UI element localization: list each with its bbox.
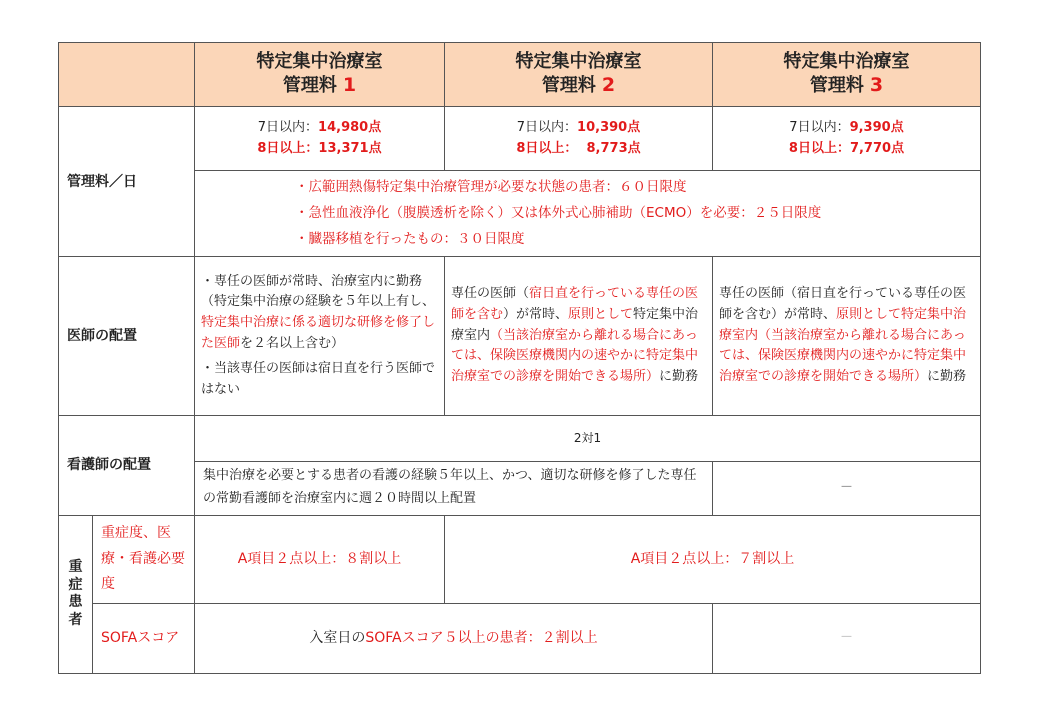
header-col-1-num: 1 bbox=[342, 73, 357, 96]
header-col-2-sub: 管理料 bbox=[541, 74, 596, 96]
doctor-col-2-p1: 専任の医師（ bbox=[451, 285, 530, 301]
header-col-2-title: 特定集中治療室 bbox=[515, 51, 642, 73]
header-empty-cell bbox=[59, 43, 195, 107]
doctor-label: 医師の配置 bbox=[59, 257, 195, 415]
fee-limit-item: ・広範囲熱傷特定集中治療管理が必要な状態の患者：６０日限度 bbox=[295, 179, 687, 196]
severity-col-23: A項目２点以上：７割以上 bbox=[445, 515, 981, 603]
doctor-col-3-p1: 専任の医師（宿日直を行っている専任の医師を含む）が常時、 bbox=[719, 285, 967, 322]
fee-col-3-line1-value: 9,390点 bbox=[849, 119, 904, 135]
fee-limit-item: ・臓器移植を行ったもの：３０日限度 bbox=[295, 230, 525, 247]
fee-col-1-line1-label: 7日以内： bbox=[257, 119, 319, 135]
doctor-col-3-p2: に勤務 bbox=[927, 369, 967, 385]
sofa-label: SOFAスコア bbox=[93, 603, 195, 673]
fee-col-3 bbox=[713, 107, 981, 171]
fee-col-2-line2: 8日以上： 8,773点 bbox=[516, 140, 641, 156]
fee-col-1-line1-value: 14,980点 bbox=[318, 119, 382, 135]
doctor-col-3 bbox=[713, 257, 981, 415]
doctor-col-3-r1: 原則として特定集中治療室内（当該治療室から離れる場合にあっては、保険医療機関内の速やかに特定集中治療室での診療を開始できる場所） bbox=[719, 306, 967, 385]
fee-label: 管理料／日 bbox=[59, 107, 195, 257]
header-col-1-sub: 管理料 bbox=[282, 74, 337, 96]
header-col-1-title: 特定集中治療室 bbox=[256, 51, 383, 73]
doctor-col-1-a-red: 特定集中治療に係る適切な研修を修了した医師 bbox=[201, 315, 436, 351]
header-col-2-num: 2 bbox=[601, 73, 616, 96]
severe-label bbox=[59, 515, 93, 673]
doctor-col-2-r3: （当該治療室から離れる場合にあっては、保険医療機関内の速やかに特定集中治療室での診療を開始できる場所） bbox=[451, 327, 699, 385]
header-col-3-title: 特定集中治療室 bbox=[783, 51, 910, 73]
nurse-dash: － bbox=[713, 461, 981, 515]
doctor-col-1-b: ・当該専任の医師は宿日直を行う医師ではない bbox=[201, 360, 436, 397]
header-col-3-sub: 管理料 bbox=[809, 74, 864, 96]
sofa-red: SOFAスコア５以上の患者：２割以上 bbox=[365, 630, 598, 647]
doctor-col-1 bbox=[195, 257, 445, 415]
fee-col-1-line2: 8日以上：13,371点 bbox=[257, 140, 382, 156]
severity-label: 重症度、医療・看護必要度 bbox=[93, 515, 195, 603]
doctor-col-2-p4: に勤務 bbox=[659, 369, 699, 385]
doctor-col-2-r1: 宿日直を行っている専任の医師を含む bbox=[451, 285, 699, 322]
icu-fee-table bbox=[58, 42, 981, 674]
sofa-dash: － bbox=[713, 603, 981, 673]
fee-col-1 bbox=[195, 107, 445, 171]
fee-col-3-line1-label: 7日以内： bbox=[789, 119, 850, 135]
nurse-requirement: 集中治療を必要とする患者の看護の経験５年以上、かつ、適切な研修を修了した専任の常勤看護師を治療室内に週２０時間以上配置 bbox=[195, 461, 713, 515]
doctor-col-2-p3: 特定集中治療室内 bbox=[451, 306, 699, 343]
severe-label-text: 重症患者 bbox=[68, 559, 83, 628]
nurse-ratio: 2対1 bbox=[195, 415, 981, 461]
fee-col-2-line1-value: 10,390点 bbox=[577, 119, 641, 135]
sofa-requirement bbox=[195, 603, 713, 673]
header-col-3 bbox=[713, 43, 981, 107]
fee-limit-item: ・急性血液浄化（腹膜透析を除く）又は体外式心肺補助（ECMO）を必要：２５日限度 bbox=[295, 204, 822, 221]
doctor-col-2-p2: ）が常時、 bbox=[503, 306, 569, 322]
severity-col-1: A項目２点以上：８割以上 bbox=[195, 515, 445, 603]
fee-limits bbox=[195, 171, 981, 257]
fee-col-3-line2: 8日以上：7,770点 bbox=[788, 140, 905, 156]
fee-col-2 bbox=[445, 107, 713, 171]
doctor-col-2-r2: 原則として bbox=[568, 306, 634, 322]
doctor-col-1-a-end: を２名以上含む） bbox=[240, 335, 345, 351]
doctor-col-2 bbox=[445, 257, 713, 415]
header-col-3-num: 3 bbox=[869, 73, 884, 96]
doctor-col-1-a: ・専任の医師が常時、治療室内に勤務（特定集中治療の経験を５年以上有し、 bbox=[201, 273, 436, 310]
fee-col-2-line1-label: 7日以内： bbox=[516, 119, 578, 135]
sofa-pre: 入室日の bbox=[309, 630, 366, 647]
nurse-label: 看護師の配置 bbox=[59, 415, 195, 515]
header-col-1 bbox=[195, 43, 445, 107]
header-col-2 bbox=[445, 43, 713, 107]
